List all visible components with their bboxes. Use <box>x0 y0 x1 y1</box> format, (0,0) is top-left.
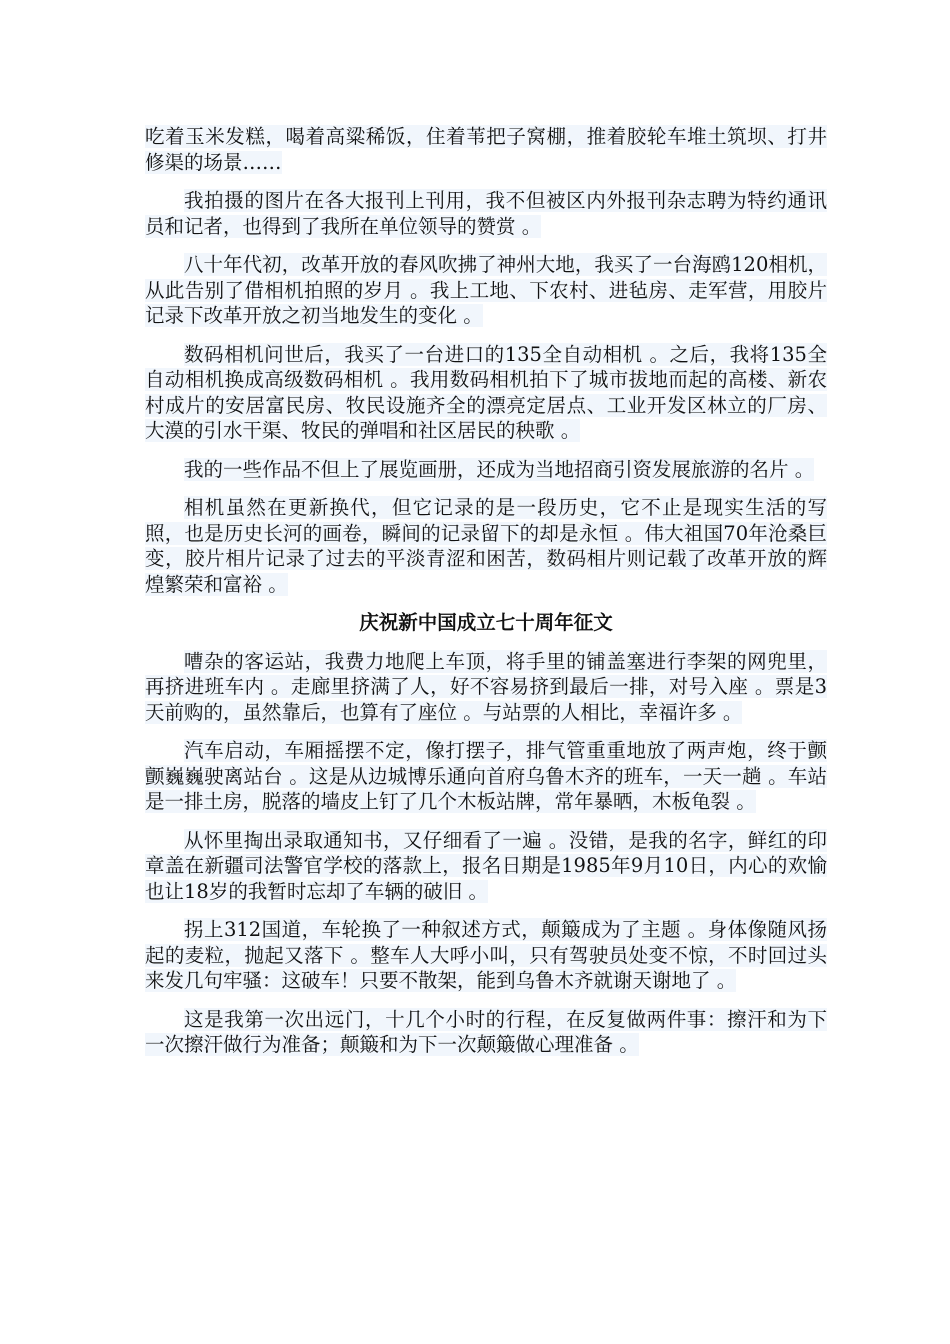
paragraph-2-text: 我拍摄的图片在各大报刊上刊用，我不但被区内外报刊杂志聘为特约通讯员和记者，也得到了我所在单位领导的赞赏 。 <box>145 189 827 238</box>
document-page <box>145 124 827 1071</box>
paragraph-2 <box>145 188 827 239</box>
paragraph-6-text: 相机虽然在更新换代，但它记录的是一段历史，它不止是现实生活的写照，也是历史长河的画卷，瞬间的记录留下的却是永恒 。伟大祖国70年沧桑巨变，胶片相片记录了过去的平淡青涩和困苦，数码相片则记载了改革开放的辉煌繁荣和富裕 。 <box>145 496 827 596</box>
paragraph-8 <box>145 738 827 815</box>
paragraph-7 <box>145 649 827 726</box>
paragraph-8-text: 汽车启动，车厢摇摆不定，像打摆子，排气管重重地放了两声炮，终于颤颤巍巍驶离站台 。这是从边城博乐通向首府乌鲁木齐的班车，一天一趟 。车站是一排土房，脱落的墙皮上钉了几个木板站牌，常年暴晒，木板龟裂 。 <box>145 739 827 813</box>
paragraph-3 <box>145 252 827 329</box>
paragraph-5-text: 我的一些作品不但上了展览画册，还成为当地招商引资发展旅游的名片 。 <box>184 457 815 481</box>
paragraph-9-text: 从怀里掏出录取通知书，又仔细看了一遍 。没错，是我的名字，鲜红的印章盖在新疆司法警官学校的落款上，报名日期是1985年9月10日，内心的欢愉也让18岁的我暂时忘却了车辆的破旧 。 <box>145 828 827 903</box>
paragraph-4 <box>145 342 827 444</box>
paragraph-1-text: 吃着玉米发糕，喝着高粱稀饭，住着苇把子窝棚，推着胶轮车堆土筑坝、打井修渠的场景…… <box>145 125 827 174</box>
paragraph-10 <box>145 917 827 994</box>
paragraph-11-text: 这是我第一次出远门，十几个小时的行程，在反复做两件事：擦汗和为下一次擦汗做行为准备；颠簸和为下一次颠簸做心理准备 。 <box>145 1007 827 1056</box>
paragraph-3-text: 八十年代初，改革开放的春风吹拂了神州大地，我买了一台海鸥120相机，从此告别了借相机拍照的岁月 。我上工地、下农村、进毡房、走军营，用胶片记录下改革开放之初当地发生的变化 。 <box>145 253 827 327</box>
paragraph-5 <box>145 457 827 483</box>
paragraph-4-text: 数码相机问世后，我买了一台进口的135全自动相机 。之后，我将135全自动相机换成高级数码相机 。我用数码相机拍下了城市拔地而起的高楼、新农村成片的安居富民房、牧民设施齐全的漂亮定居点、工业开发区林立的厂房、大漠的引水干渠、牧民的弹唱和社区居民的秧歌 。 <box>145 342 827 442</box>
section-heading: 庆祝新中国成立七十周年征文 <box>359 611 613 634</box>
paragraph-9 <box>145 828 827 905</box>
paragraph-10-text: 拐上312国道，车轮换了一种叙述方式，颠簸成为了主题 。身体像随风扬起的麦粒，抛起又落下 。整车人大呼小叫，只有驾驶员处变不惊，不时回过头来发几句牢骚：这破车！只要不散架，能到乌鲁木齐就谢天谢地了 。 <box>145 918 827 992</box>
paragraph-7-text: 嘈杂的客运站，我费力地爬上车顶，将手里的铺盖塞进行李架的网兜里，再挤进班车内 。走廊里挤满了人，好不容易挤到最后一排，对号入座 。票是3天前购的，虽然靠后，也算有了座位 。与站票的人相比，幸福许多 。 <box>145 649 827 724</box>
paragraph-6 <box>145 495 827 597</box>
paragraph-1 <box>145 124 827 175</box>
paragraph-11 <box>145 1007 827 1058</box>
